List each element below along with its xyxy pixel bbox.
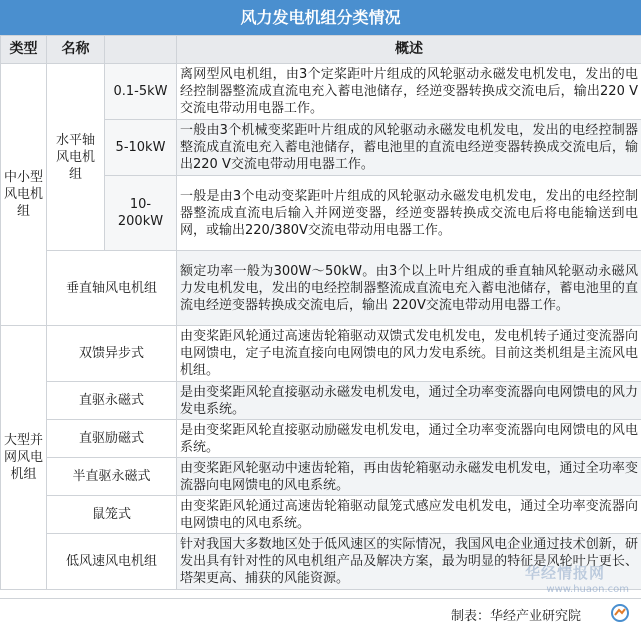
row-description: 一般由3个机械变桨距叶片组成的风轮驱动永磁发电机发电，发出的电经控制器整流成直流电充入蓄电池储存，蓄电池里的直流电经逆变器转换成交流电后，输出220 V交流电带动用电器工作。: [177, 120, 641, 176]
sub-power-range: 0.1-5kW: [105, 64, 177, 120]
table-title: 风力发电机组分类情况: [0, 0, 641, 35]
source-credit: 制表：华经产业研究院: [450, 609, 581, 624]
table-row: [1, 382, 641, 420]
table-row: [1, 496, 641, 534]
classification-table: [0, 35, 641, 590]
name-cell: 半直驱永磁式: [47, 458, 177, 496]
row-description: 额定功率一般为300W～50kW。由3个以上叶片组成的垂直轴风轮驱动永磁风力发电机发电，发出的电经控制器整流成直流电充入蓄电池储存，蓄电池里的直流电经逆变器转换成交流电后，输出 220V交流电带动用电器工作。: [177, 251, 641, 326]
header-type: 类型: [1, 36, 47, 64]
name-cell: 直驱永磁式: [47, 382, 177, 420]
row-description: 由变桨距风轮通过高速齿轮箱驱动双馈式发电机发电，发电机转子通过变流器向电网馈电，定子电流直接向电网馈电的风力发电系统。目前这类机组是主流风电机组。: [177, 326, 641, 382]
table-row: [1, 251, 641, 326]
row-description: 一般是由3个电动变桨距叶片组成的风轮驱动永磁发电机发电，发出的电经控制器整流成直流电后输入并网逆变器，经逆变器转换成交流电后将电能输送到电网，或输出220/380V交流电带动用电器工作。: [177, 176, 641, 251]
row-description: 离网型风电机组，由3个定桨距叶片组成的风轮驱动永磁发电机发电，发出的电经控制器整流成直流电充入蓄电池储存，经逆变器转换成交流电后，输出220 V交流电带动用电器工作。: [177, 64, 641, 120]
name-cell: 低风速风电机组: [47, 534, 177, 590]
huajing-logo-icon: [609, 603, 631, 623]
watermark-text: 华经情报网: [524, 564, 605, 582]
header-desc: 概述: [177, 36, 641, 64]
header-row: [1, 36, 641, 64]
row-description: 由变桨距风轮通过高速齿轮箱驱动鼠笼式感应发电机发电，通过全功率变流器向电网馈电的风电系统。: [177, 496, 641, 534]
name-cell: 鼠笼式: [47, 496, 177, 534]
row-description: 由变桨距风轮驱动中速齿轮箱，再由齿轮箱驱动永磁发电机发电，通过全功率变流器向电网馈电的风电系统。: [177, 458, 641, 496]
header-name: 名称: [47, 36, 105, 64]
name-cell: 直驱励磁式: [47, 420, 177, 458]
table-row: [1, 420, 641, 458]
watermark-url: www.huaon.com: [546, 584, 629, 595]
type-small: 中小型风电机组: [1, 64, 47, 326]
table-row: [1, 64, 641, 120]
row-description: 是由变桨距风轮直接驱动永磁发电机发电，通过全功率变流器向电网馈电的风力发电系统。: [177, 382, 641, 420]
name-horizontal-axis: 水平轴风电机组: [47, 64, 105, 251]
table-footer: [0, 598, 641, 627]
row-description: 是由变桨距风轮直接驱动励磁发电机发电，通过全功率变流器向电网馈电的风电系统。: [177, 420, 641, 458]
type-large: 大型并网风电机组: [1, 326, 47, 590]
sub-power-range: 10-200kW: [105, 176, 177, 251]
table-row: [1, 458, 641, 496]
row-description: 针对我国大多数地区处于低风速区的实际情况，我国风电企业通过技术创新，研发出具有针对性的风电机组产品及解决方案，最为明显的特征是风轮叶片更长、塔架更高、捕获的风能资源。: [177, 534, 641, 590]
name-vertical-axis: 垂直轴风电机组: [47, 251, 177, 326]
name-cell: 双馈异步式: [47, 326, 177, 382]
sub-power-range: 5-10kW: [105, 120, 177, 176]
table-row: [1, 326, 641, 382]
header-spacer: [105, 36, 177, 64]
